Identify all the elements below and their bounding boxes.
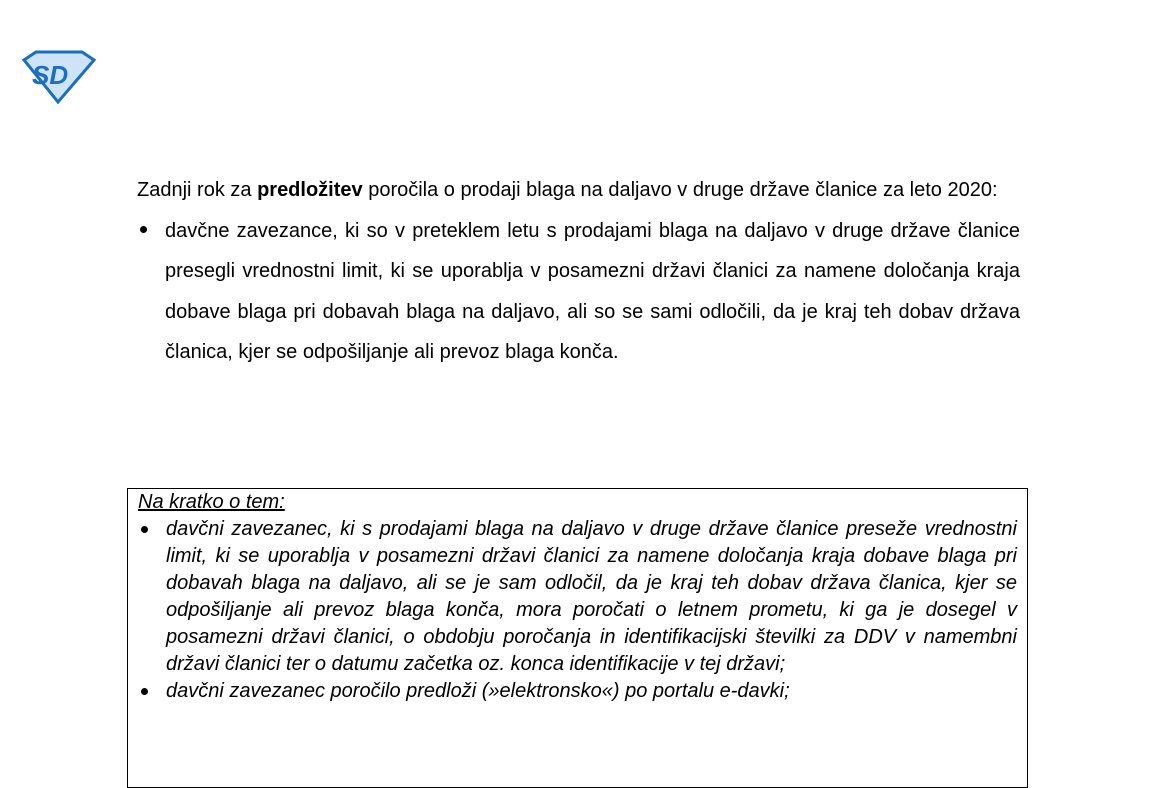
- intro-text-end: poročila o prodaji blaga na daljavo v druge države članice za leto 2020:: [362, 179, 998, 201]
- bullet-list: [137, 211, 1020, 373]
- summary-box: [127, 488, 1028, 788]
- list-item: davčne zavezance, ki so v preteklem letu s prodajami blaga na daljavo v druge države članice presegli vrednostni limit, ki se uporablja v posamezni državi članici za namene določanja kraja dobave blaga pri dobavah blaga na daljavo, ali so se sami odločili, da je kraj teh dobav država članica, kjer se odpošiljanje ali prevoz blaga konča.: [137, 211, 1020, 373]
- sd-logo: [22, 50, 96, 104]
- intro-bold: predložitev: [257, 179, 363, 201]
- summary-item: davčni zavezanec, ki s prodajami blaga na daljavo v druge države članice preseže vrednostni limit, ki se uporablja v posamezni državi članici za namene določanja kraja dobave blaga pri dobavah blaga na daljavo, ali se je sam odločil, da je kraj teh dobav država članica, kjer se odpošiljanje ali prevoz blaga konča, mora poročati o letnem prometu, ki ga je dosegel v posamezni državi članici, o obdobju poročanja in identifikacijski številki za DDV v namembni državi članici ter o datumu začetka oz. konca identifikacije v tej državi;: [138, 516, 1017, 678]
- intro-text: Zadnji rok za: [137, 179, 258, 201]
- intro-paragraph: [137, 170, 1020, 211]
- main-text: [137, 170, 1020, 373]
- summary-item: davčni zavezanec poročilo predloži (»elektronsko«) po portalu e-davki;: [138, 678, 1017, 705]
- svg-text:SD: SD: [32, 60, 69, 90]
- summary-title: Na kratko o tem:: [138, 491, 285, 513]
